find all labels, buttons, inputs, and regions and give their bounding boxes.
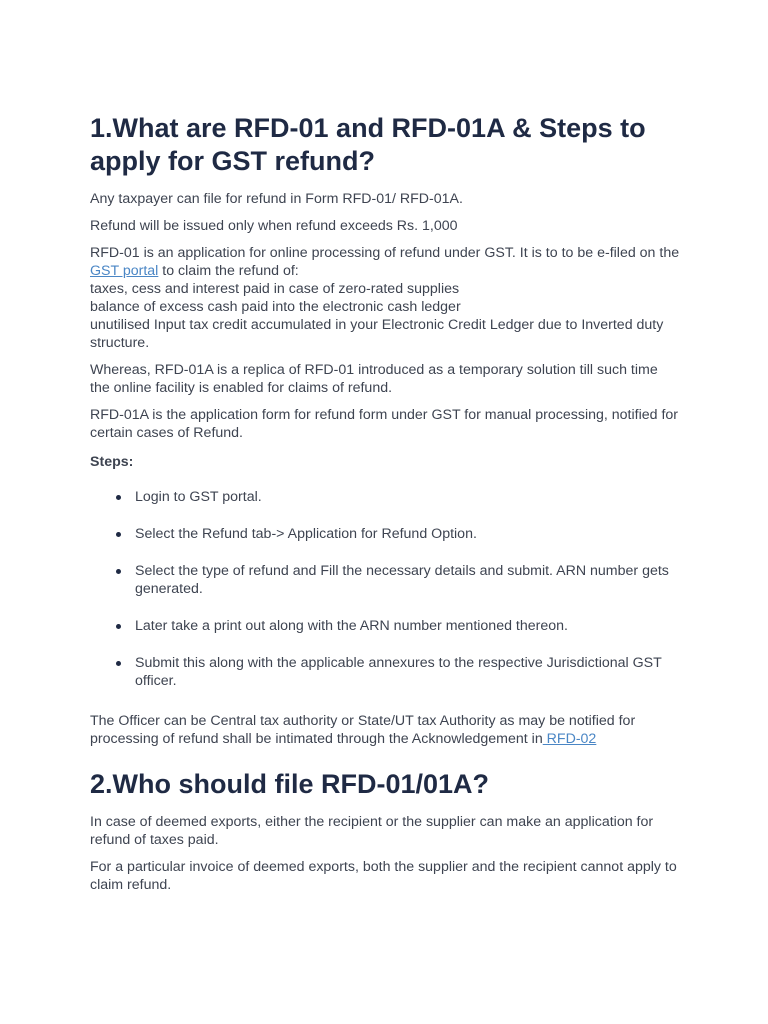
- section1-paragraph-4: Whereas, RFD-01A is a replica of RFD-01 introduced as a temporary solution till such time the online facility is enabled for claims of refund.: [90, 362, 658, 396]
- bullet-icon: [116, 661, 121, 666]
- section2-paragraph-2: For a particular invoice of deemed exports, both the supplier and the recipient cannot apply to claim refund.: [90, 859, 677, 893]
- section1-paragraph-6: [90, 712, 680, 748]
- step-text: Login to GST portal.: [135, 489, 262, 505]
- gst-portal-link[interactable]: GST portal: [90, 263, 159, 279]
- bullet-icon: [116, 495, 121, 500]
- rfd-02-link[interactable]: RFD-02: [542, 731, 597, 747]
- section1-heading: 1.What are RFD-01 and RFD-01A & Steps to apply for GST refund?: [90, 113, 646, 176]
- list-item: [90, 562, 680, 598]
- section1-paragraph-2: Refund will be issued only when refund exceeds Rs. 1,000: [90, 218, 458, 234]
- document-page: [90, 112, 680, 903]
- bullet-icon: [116, 624, 121, 629]
- paragraph-3-intro-end: to claim the refund of:: [158, 263, 299, 279]
- section1-paragraph-1: Any taxpayer can file for refund in Form RFD-01/ RFD-01A.: [90, 191, 463, 207]
- section2-heading: 2.Who should file RFD-01/01A?: [90, 769, 490, 799]
- section2-paragraph-1: In case of deemed exports, either the recipient or the supplier can make an application for refund of taxes paid.: [90, 814, 654, 848]
- section1-paragraph-3: [90, 244, 680, 352]
- step-text: Select the type of refund and Fill the necessary details and submit. ARN number gets generated.: [135, 563, 669, 597]
- paragraph-3-intro: RFD-01 is an application for online processing of refund under GST. It is to to be e-filed on the: [90, 245, 680, 261]
- list-item: [90, 654, 680, 690]
- steps-list: [90, 488, 680, 690]
- list-item: [90, 525, 680, 543]
- section1-paragraph-5: RFD-01A is the application form for refund form under GST for manual processing, notified for certain cases of Refund.: [90, 407, 679, 441]
- step-text: Submit this along with the applicable annexures to the respective Jurisdictional GST officer.: [135, 655, 662, 689]
- step-text: Later take a print out along with the ARN number mentioned thereon.: [135, 618, 568, 634]
- steps-label: Steps:: [90, 454, 134, 470]
- refund-item-1: taxes, cess and interest paid in case of zero-rated supplies: [90, 281, 460, 297]
- refund-item-2: balance of excess cash paid into the electronic cash ledger: [90, 299, 461, 315]
- refund-item-3: unutilised Input tax credit accumulated in your Electronic Credit Ledger due to Inverted duty structure.: [90, 317, 664, 351]
- bullet-icon: [116, 532, 121, 537]
- step-text: Select the Refund tab-> Application for Refund Option.: [135, 526, 477, 542]
- list-item: [90, 488, 680, 506]
- bullet-icon: [116, 569, 121, 574]
- officer-text: The Officer can be Central tax authority or State/UT tax Authority as may be notified for processing of refund shall be intimated through the Acknowledgement in: [90, 713, 636, 747]
- list-item: [90, 617, 680, 635]
